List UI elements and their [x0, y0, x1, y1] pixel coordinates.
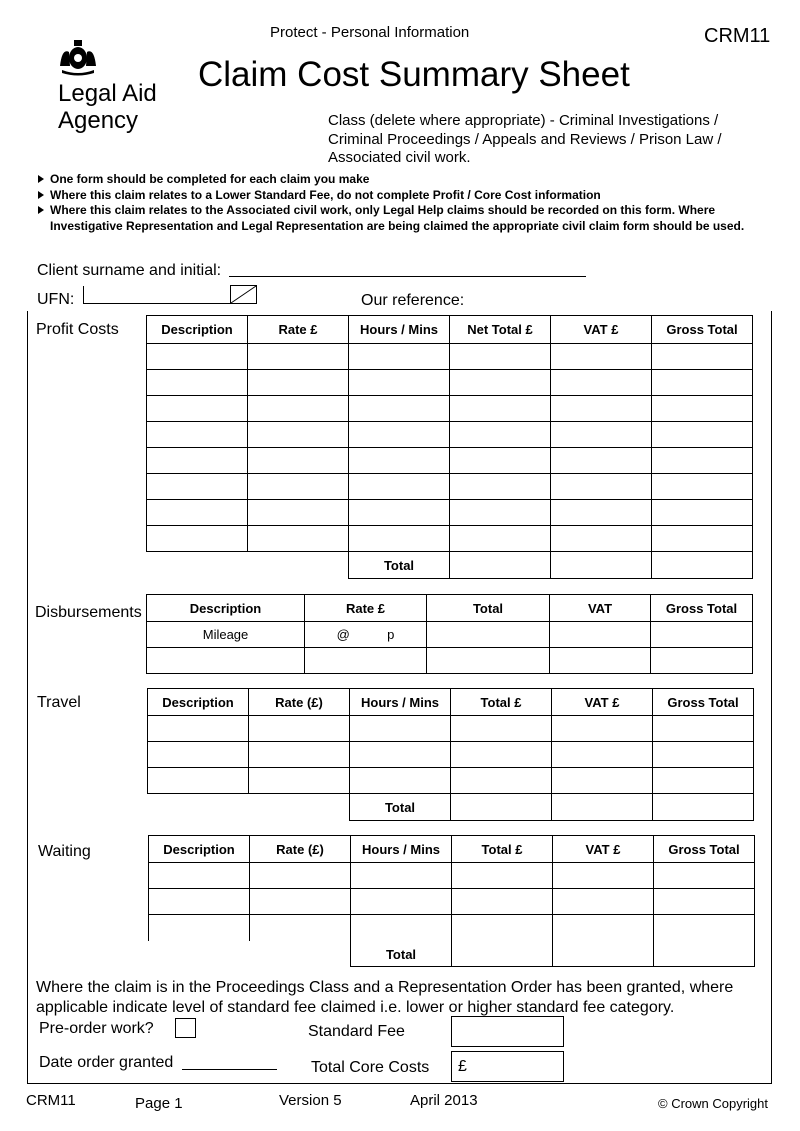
form-code: CRM11 [704, 25, 771, 47]
mileage-rate-cell[interactable] [305, 622, 427, 648]
disbursements-table [146, 594, 753, 674]
table-row[interactable] [148, 742, 754, 768]
protect-label: Protect - Personal Information [270, 24, 470, 41]
royal-crest-icon [56, 36, 100, 76]
standard-fee-note: Where the claim is in the Proceedings Class and a Representation Order has been granted, where applicable indicate level of standard fee claimed i.e. lower or higher standard fee category. [36, 979, 734, 1016]
table-row[interactable] [148, 716, 754, 742]
column-header: Gross Total [651, 595, 753, 622]
total-row[interactable] [149, 915, 755, 941]
column-header: Net Total £ [450, 316, 551, 344]
column-header: Gross Total [654, 836, 755, 863]
at-symbol: @ [336, 627, 350, 642]
our-reference-label: Our reference: [361, 292, 465, 309]
column-header: Total £ [451, 689, 552, 716]
column-header: VAT £ [552, 689, 653, 716]
table-row[interactable] [147, 344, 753, 370]
standard-fee-field[interactable] [451, 1016, 564, 1047]
profit-costs-label: Profit Costs [36, 321, 119, 338]
ufn-slash-box[interactable] [230, 285, 257, 305]
instruction-item: Where this claim relates to a Lower Standard Fee, do not complete Profit / Core Cost information [37, 188, 777, 204]
total-row[interactable] [147, 552, 753, 579]
table-row[interactable] [149, 889, 755, 915]
table-row[interactable] [147, 526, 753, 552]
table-row[interactable] [147, 500, 753, 526]
total-label: Total [350, 794, 451, 821]
column-header: Gross Total [653, 689, 754, 716]
column-header: Gross Total [652, 316, 753, 344]
client-surname-label: Client surname and initial: [37, 262, 222, 279]
table-row[interactable] [147, 474, 753, 500]
column-header: Rate £ [248, 316, 349, 344]
travel-table [147, 688, 754, 821]
column-header: VAT £ [553, 836, 654, 863]
total-core-costs-field[interactable] [451, 1051, 564, 1082]
footer-date: April 2013 [410, 1092, 478, 1109]
mileage-row[interactable] [147, 622, 753, 648]
class-text: Class (delete where appropriate) - Criminal Investigations / Criminal Proceedings / Appeals and Reviews / Prison Law / Associated civil work. [328, 112, 722, 166]
column-header: Total £ [452, 836, 553, 863]
table-row[interactable] [147, 648, 753, 674]
column-header: VAT £ [551, 316, 652, 344]
mileage-label: Mileage [147, 622, 305, 648]
total-label: Total [351, 941, 452, 967]
column-header: Hours / Mins [350, 689, 451, 716]
standard-fee-label: Standard Fee [308, 1023, 405, 1040]
pre-order-checkbox[interactable] [175, 1018, 196, 1038]
column-header: Description [147, 595, 305, 622]
column-header: Total [427, 595, 550, 622]
date-order-label: Date order granted [39, 1054, 174, 1071]
ufn-label: UFN: [37, 291, 75, 308]
total-row[interactable] [148, 794, 754, 821]
waiting-label: Waiting [38, 843, 91, 860]
pre-order-label: Pre-order work? [39, 1020, 154, 1037]
total-core-costs-label: Total Core Costs [311, 1059, 430, 1076]
instruction-item: One form should be completed for each claim you make [37, 172, 777, 188]
table-row[interactable] [148, 768, 754, 794]
page-title: Claim Cost Summary Sheet [198, 55, 630, 94]
column-header: Description [148, 689, 249, 716]
column-header: Rate (£) [249, 689, 350, 716]
client-surname-field[interactable] [229, 276, 586, 277]
currency-symbol: £ [458, 1058, 467, 1075]
column-header: Hours / Mins [351, 836, 452, 863]
table-row[interactable] [147, 370, 753, 396]
column-header: VAT [550, 595, 651, 622]
table-row[interactable] [147, 422, 753, 448]
column-header: Description [147, 316, 248, 344]
ufn-field[interactable] [83, 286, 230, 304]
column-header: Rate £ [305, 595, 427, 622]
footer-copyright: © Crown Copyright [658, 1096, 769, 1111]
date-order-field[interactable] [182, 1069, 277, 1070]
logo-line-1: Legal Aid [58, 80, 157, 107]
footer-page: Page 1 [135, 1095, 183, 1112]
table-row[interactable] [149, 863, 755, 889]
footer-version: Version 5 [279, 1092, 342, 1109]
profit-costs-table [146, 315, 753, 579]
waiting-table [148, 835, 755, 967]
footer-form-code: CRM11 [26, 1092, 76, 1109]
disbursements-label: Disbursements [35, 604, 142, 621]
column-header: Rate (£) [250, 836, 351, 863]
pence-symbol: p [387, 627, 395, 642]
agency-logo-text [58, 80, 157, 134]
table-row[interactable] [147, 448, 753, 474]
column-header: Description [149, 836, 250, 863]
total-label: Total [349, 552, 450, 579]
logo-line-2: Agency [58, 107, 139, 134]
table-row[interactable] [147, 396, 753, 422]
instructions-list [37, 172, 777, 234]
column-header: Hours / Mins [349, 316, 450, 344]
travel-label: Travel [37, 694, 81, 711]
instruction-item: Where this claim relates to the Associated civil work, only Legal Help claims should be recorded on this form. Where Investigative Representation and Legal Representation are being claimed the appropriate civil claim form should be used. [37, 203, 777, 234]
